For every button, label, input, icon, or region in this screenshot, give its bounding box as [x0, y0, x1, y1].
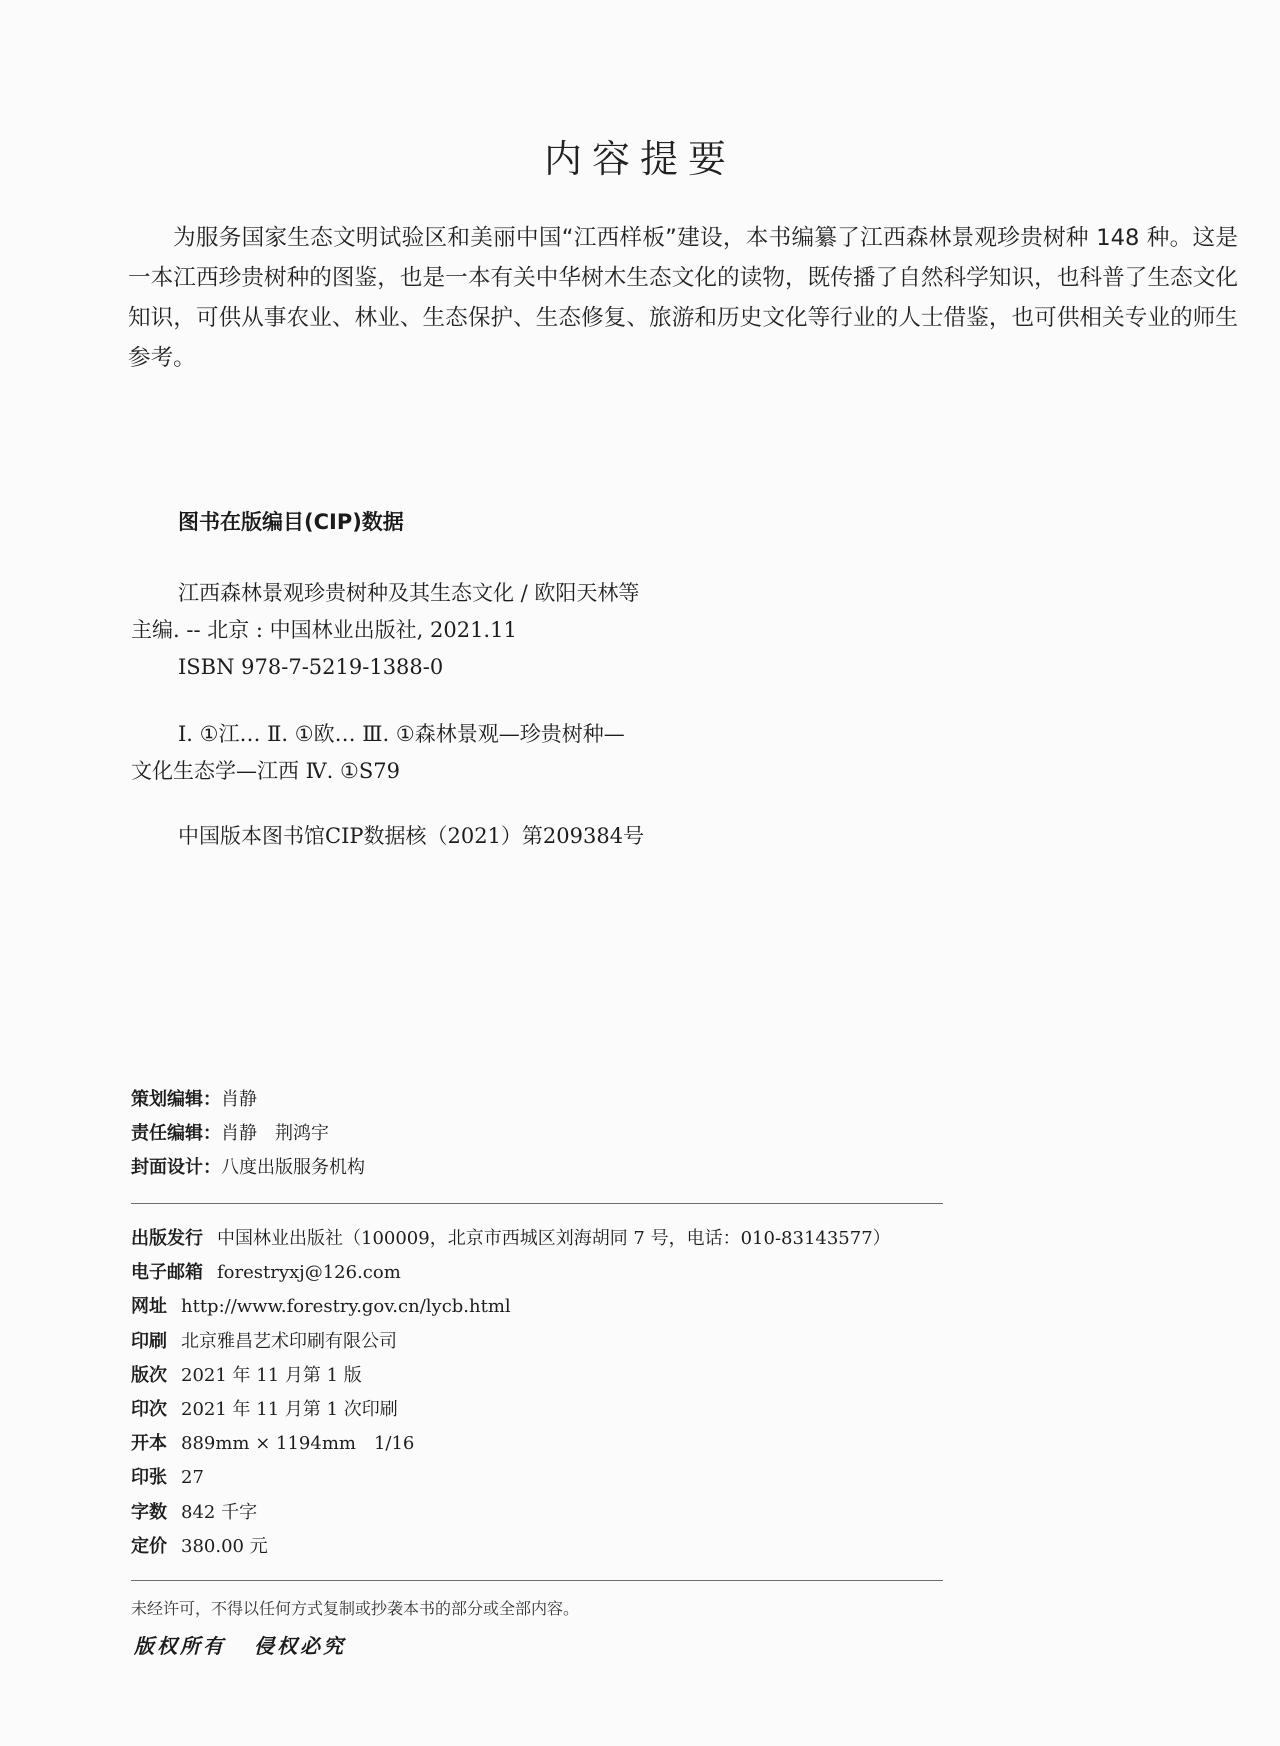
- cip-description-line2: 主编. -- 北京 : 中国林业出版社, 2021.11: [131, 618, 517, 642]
- editor-value: 八度出版服务机构: [221, 1157, 365, 1178]
- editor-label: 策划编辑：: [131, 1089, 221, 1110]
- pub-row: [131, 1461, 891, 1495]
- summary-body: 为服务国家生态文明试验区和美丽中国“江西样板”建设，本书编纂了江西森林景观珍贵树种 148 种。这是一本江西珍贵树种的图鉴，也是一本有关中华树木生态文化的读物，既传播了自然科学知识，也科普了生态文化知识，可供从事农业、林业、生态保护、生态修复、旅游和历史文化等行业的人士借鉴，也可供相关专业的师生参考。: [128, 225, 1238, 371]
- pub-row: [131, 1359, 891, 1393]
- cip-classification: [131, 716, 831, 790]
- rights-part1: 版权所有: [134, 1634, 226, 1658]
- cip-isbn: ISBN 978-7-5219-1388-0: [178, 655, 444, 679]
- cip-number: [131, 818, 644, 855]
- cip-number-text: 中国版本图书馆CIP数据核（2021）第209384号: [178, 824, 645, 848]
- publication-info: [131, 1222, 891, 1564]
- pub-label: 电子邮箱: [131, 1262, 203, 1284]
- pub-row: [131, 1325, 891, 1359]
- editor-value: 肖静: [221, 1089, 257, 1110]
- pub-value: 2021 年 11 月第 1 次印刷: [181, 1399, 398, 1421]
- pub-value: 889mm × 1194mm 1/16: [181, 1433, 415, 1455]
- cip-description: [131, 575, 771, 686]
- pub-label: 印刷: [131, 1330, 167, 1352]
- pub-label: 开本: [131, 1433, 167, 1455]
- pub-label: 定价: [131, 1535, 167, 1557]
- cip-description-line1: 江西森林景观珍贵树种及其生态文化 / 欧阳天林等: [178, 581, 640, 605]
- cip-classification-line1: Ⅰ. ①江… Ⅱ. ①欧… Ⅲ. ①森林景观—珍贵树种—: [178, 722, 625, 746]
- editor-row: [131, 1083, 365, 1117]
- editor-label: 封面设计：: [131, 1157, 221, 1178]
- pub-label: 印次: [131, 1399, 167, 1421]
- pub-row: [131, 1290, 891, 1324]
- editor-row: [131, 1117, 365, 1151]
- pub-value: 北京雅昌艺术印刷有限公司: [181, 1330, 397, 1352]
- pub-label: 版次: [131, 1364, 167, 1386]
- summary-title: 内容提要: [543, 137, 736, 181]
- editor-value: 肖静 荆鸿宇: [221, 1123, 329, 1144]
- pub-row: [131, 1530, 891, 1564]
- pub-label: 印张: [131, 1467, 167, 1489]
- pub-label: 字数: [131, 1501, 167, 1523]
- divider-bottom: [131, 1580, 943, 1581]
- editors-list: [131, 1083, 365, 1185]
- pub-value: 中国林业出版社（100009，北京市西城区刘海胡同 7 号，电话：010-83143577）: [217, 1228, 891, 1249]
- pub-row: [131, 1393, 891, 1427]
- copy-notice: 未经许可，不得以任何方式复制或抄袭本书的部分或全部内容。: [131, 1599, 580, 1618]
- cip-heading: 图书在版编目(CIP)数据: [178, 510, 404, 534]
- pub-value: 380.00 元: [181, 1535, 268, 1557]
- cip-classification-line2: 文化生态学—江西 Ⅳ. ①S79: [131, 759, 400, 783]
- divider-top: [131, 1203, 943, 1204]
- pub-value: 27: [181, 1467, 204, 1489]
- rights-statement: [134, 1630, 346, 1659]
- pub-row: [131, 1496, 891, 1530]
- editor-label: 责任编辑：: [131, 1123, 221, 1144]
- pub-label: 出版发行: [131, 1228, 203, 1249]
- pub-row: [131, 1222, 891, 1256]
- editor-row: [131, 1151, 365, 1185]
- pub-value: 842 千字: [181, 1501, 258, 1523]
- pub-row: [131, 1427, 891, 1461]
- pub-value: http://www.forestry.gov.cn/lycb.html: [181, 1296, 511, 1318]
- rights-part2: 侵权必究: [254, 1634, 346, 1658]
- pub-value: 2021 年 11 月第 1 版: [181, 1364, 362, 1386]
- pub-value: forestryxj@126.com: [217, 1262, 401, 1284]
- pub-label: 网址: [131, 1296, 167, 1318]
- pub-row: [131, 1256, 891, 1290]
